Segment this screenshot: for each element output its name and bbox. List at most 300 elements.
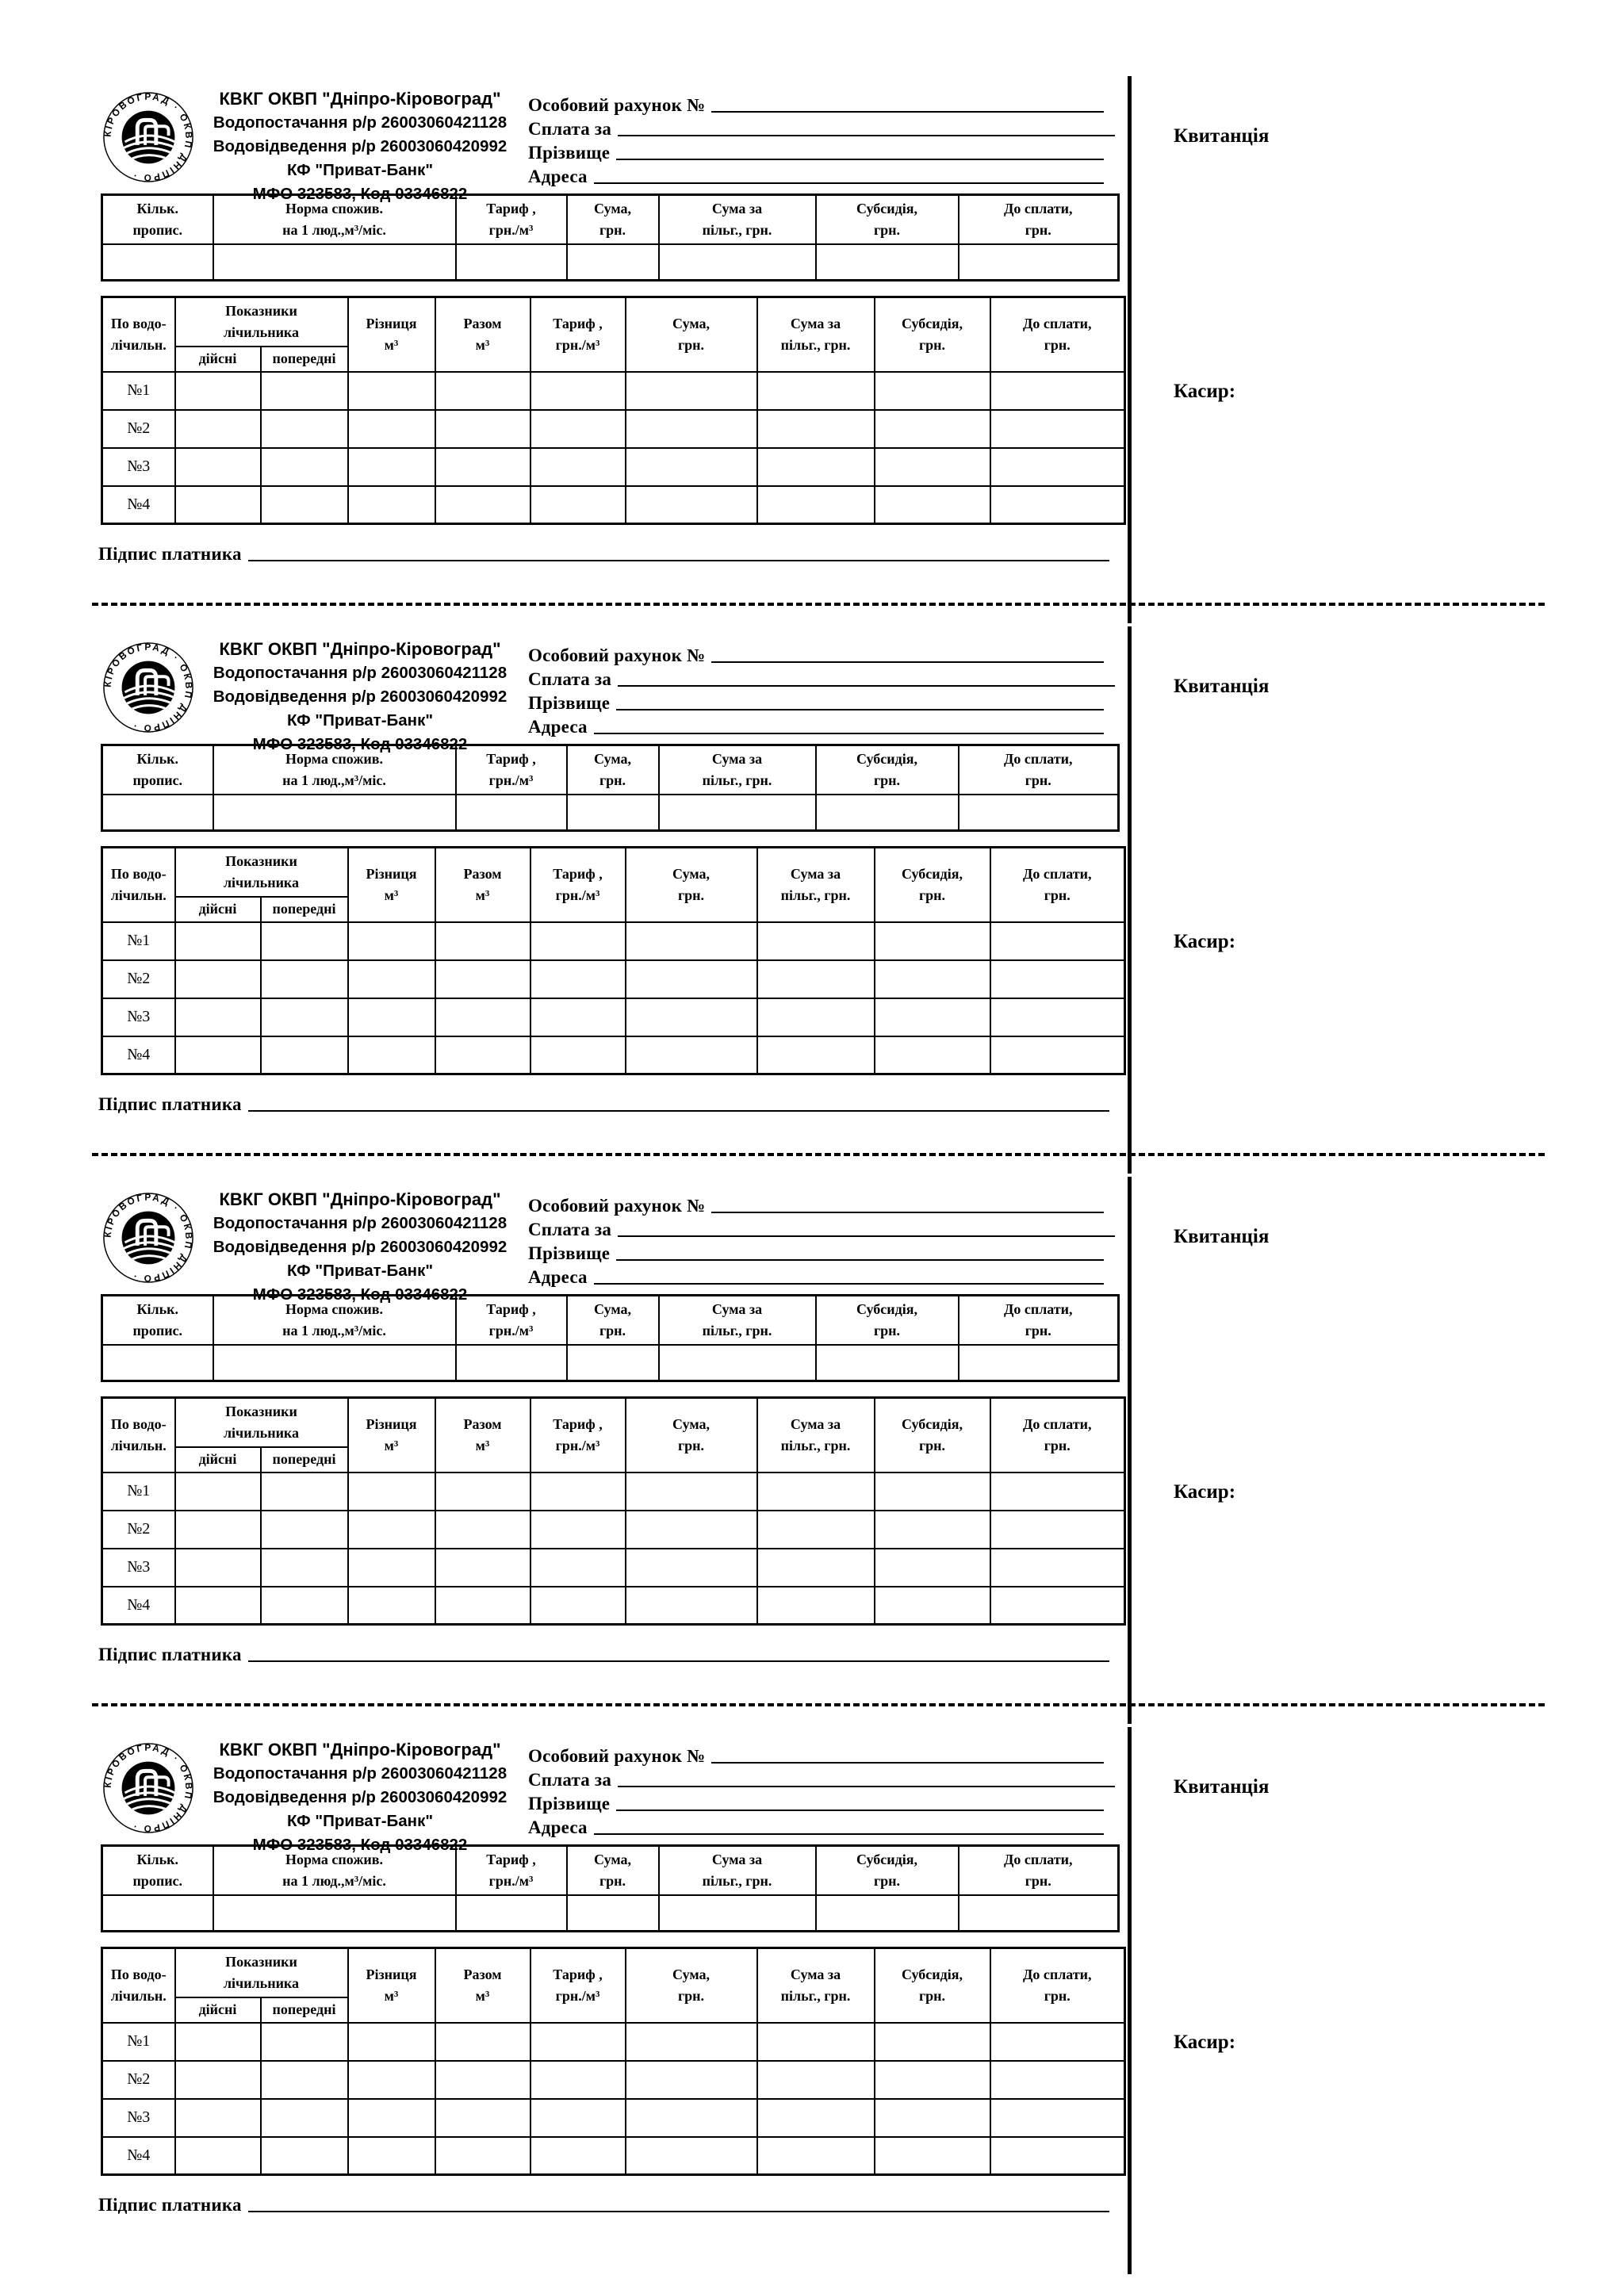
input-cell[interactable] xyxy=(348,998,435,1036)
input-cell[interactable] xyxy=(348,922,435,960)
meter-number: №3 xyxy=(102,998,175,1036)
input-cell[interactable] xyxy=(875,1036,990,1074)
input-cell[interactable] xyxy=(102,1895,213,1932)
header-cell xyxy=(816,745,959,795)
header-cell-previous: попередні xyxy=(261,347,348,372)
input-cell[interactable] xyxy=(213,1345,456,1381)
input-cell[interactable] xyxy=(990,2099,1125,2137)
input-cell[interactable] xyxy=(175,922,261,960)
input-cell[interactable] xyxy=(990,1473,1125,1511)
header-line-2: м³ xyxy=(384,1987,399,2004)
account-field[interactable] xyxy=(528,642,1104,666)
input-cell[interactable] xyxy=(875,2099,990,2137)
address-line[interactable] xyxy=(594,1833,1104,1835)
header-line-2: пільг., грн. xyxy=(780,887,851,903)
address-line[interactable] xyxy=(594,1283,1104,1285)
table-header-row xyxy=(102,1948,1125,1997)
input-cell[interactable] xyxy=(435,2099,530,2137)
account-line[interactable] xyxy=(711,1212,1104,1213)
input-cell[interactable] xyxy=(456,795,567,831)
input-cell[interactable] xyxy=(530,372,626,410)
input-cell[interactable] xyxy=(348,2061,435,2099)
input-cell[interactable] xyxy=(261,448,348,486)
input-cell[interactable] xyxy=(261,486,348,524)
payment-line[interactable] xyxy=(618,135,1115,136)
header-line-1: Сума, xyxy=(594,1300,631,1317)
input-cell[interactable] xyxy=(530,2099,626,2137)
input-cell[interactable] xyxy=(261,2061,348,2099)
table-row xyxy=(102,998,1125,1036)
header-line-2: грн. xyxy=(1025,1322,1051,1338)
header-cell xyxy=(990,848,1125,922)
header-line-1: Сума за xyxy=(711,200,763,216)
header-line-1: Тариф , xyxy=(553,1966,603,1982)
input-cell[interactable] xyxy=(213,1895,456,1932)
input-cell[interactable] xyxy=(757,372,875,410)
signature-line[interactable] xyxy=(248,1110,1109,1112)
input-cell[interactable] xyxy=(175,486,261,524)
input-cell[interactable] xyxy=(348,1473,435,1511)
account-line[interactable] xyxy=(711,661,1104,663)
input-cell[interactable] xyxy=(875,1511,990,1549)
payment-line[interactable] xyxy=(618,685,1115,687)
header-line-2: грн./м³ xyxy=(488,221,534,238)
input-cell[interactable] xyxy=(757,1587,875,1625)
table-row xyxy=(102,244,1119,281)
header-line-2: грн. xyxy=(918,336,946,353)
input-cell[interactable] xyxy=(435,1549,530,1587)
input-cell[interactable] xyxy=(626,1549,757,1587)
input-cell[interactable] xyxy=(990,922,1125,960)
input-cell[interactable] xyxy=(875,410,990,448)
payer-signature-field[interactable] xyxy=(98,1638,1109,1665)
account-field[interactable] xyxy=(528,1193,1104,1216)
input-cell[interactable] xyxy=(626,410,757,448)
company-details xyxy=(197,1188,523,1307)
header-cell xyxy=(757,848,875,922)
meter-readings-table xyxy=(101,1396,1126,1626)
input-cell[interactable] xyxy=(567,1345,659,1381)
header-line-1: Кільк. xyxy=(136,750,179,767)
meter-number: №1 xyxy=(102,372,175,410)
surname-line[interactable] xyxy=(616,709,1104,710)
input-cell[interactable] xyxy=(659,1345,816,1381)
input-cell[interactable] xyxy=(757,1511,875,1549)
input-cell[interactable] xyxy=(530,410,626,448)
input-cell[interactable] xyxy=(348,372,435,410)
input-cell[interactable] xyxy=(959,244,1119,281)
input-cell[interactable] xyxy=(530,998,626,1036)
input-cell[interactable] xyxy=(530,1473,626,1511)
payment-field[interactable] xyxy=(528,116,1115,140)
vertical-divider xyxy=(1128,1727,1132,2274)
surname-label: Прізвище xyxy=(528,1243,611,1263)
header-cell-actual: дійсні xyxy=(175,897,261,922)
input-cell[interactable] xyxy=(175,998,261,1036)
input-cell[interactable] xyxy=(213,244,456,281)
input-cell[interactable] xyxy=(175,1549,261,1587)
input-cell[interactable] xyxy=(175,2137,261,2175)
input-cell[interactable] xyxy=(435,372,530,410)
header-line-1: Різниця xyxy=(366,1415,417,1432)
header-line-1: Тариф , xyxy=(486,1300,536,1317)
payment-label: Сплата за xyxy=(528,119,612,139)
cashier-label: Касир: xyxy=(1174,381,1236,402)
header-cell xyxy=(348,848,435,922)
input-cell[interactable] xyxy=(757,2061,875,2099)
input-cell[interactable] xyxy=(348,960,435,998)
surname-field[interactable] xyxy=(528,1240,1104,1264)
input-cell[interactable] xyxy=(626,922,757,960)
cashier-label: Касир: xyxy=(1174,931,1236,952)
payer-signature-field[interactable] xyxy=(98,538,1109,565)
header-line-1: Різниця xyxy=(366,315,417,331)
input-cell[interactable] xyxy=(875,960,990,998)
header-cell xyxy=(175,848,348,897)
input-cell[interactable] xyxy=(530,1036,626,1074)
input-cell[interactable] xyxy=(990,2061,1125,2099)
input-cell[interactable] xyxy=(990,1587,1125,1625)
payment-line[interactable] xyxy=(618,1786,1115,1787)
input-cell[interactable] xyxy=(816,1345,959,1381)
input-cell[interactable] xyxy=(875,372,990,410)
input-cell[interactable] xyxy=(816,795,959,831)
input-cell[interactable] xyxy=(990,1549,1125,1587)
header-line-2: грн. xyxy=(873,221,901,238)
input-cell[interactable] xyxy=(456,244,567,281)
address-label: Адреса xyxy=(528,1267,588,1287)
input-cell[interactable] xyxy=(261,2023,348,2061)
input-cell[interactable] xyxy=(875,2137,990,2175)
payment-field[interactable] xyxy=(528,666,1115,690)
input-cell[interactable] xyxy=(959,1345,1119,1381)
header-line-1: Кільк. xyxy=(136,1300,179,1317)
vertical-divider xyxy=(1128,626,1132,1174)
input-cell[interactable] xyxy=(175,372,261,410)
input-cell[interactable] xyxy=(990,486,1125,524)
input-cell[interactable] xyxy=(175,1036,261,1074)
receipt-label: Квитанція xyxy=(1174,1776,1270,1798)
input-cell[interactable] xyxy=(626,2137,757,2175)
table-row xyxy=(102,1473,1125,1511)
surname-field[interactable] xyxy=(528,140,1104,163)
input-cell[interactable] xyxy=(348,486,435,524)
account-label: Особовий рахунок № xyxy=(528,1196,706,1216)
header-line-1: Сума, xyxy=(672,315,710,331)
input-cell[interactable] xyxy=(435,1473,530,1511)
input-cell[interactable] xyxy=(626,960,757,998)
account-field[interactable] xyxy=(528,1743,1104,1767)
header-line-1: Норма спожив. xyxy=(285,1300,383,1317)
header-line-2: грн./м³ xyxy=(488,772,534,788)
input-cell[interactable] xyxy=(875,486,990,524)
account-line[interactable] xyxy=(711,1762,1104,1764)
table-header-row xyxy=(102,1296,1119,1345)
input-cell[interactable] xyxy=(530,1511,626,1549)
header-cell xyxy=(102,1948,175,2023)
input-cell[interactable] xyxy=(530,960,626,998)
drainage-account: Водовідведення р/р 26003060420992 xyxy=(213,1238,508,1256)
input-cell[interactable] xyxy=(816,1895,959,1932)
input-cell[interactable] xyxy=(626,2023,757,2061)
address-label: Адреса xyxy=(528,717,588,737)
input-cell[interactable] xyxy=(348,1587,435,1625)
input-cell[interactable] xyxy=(348,2137,435,2175)
input-cell[interactable] xyxy=(435,448,530,486)
surname-line[interactable] xyxy=(616,1259,1104,1261)
input-cell[interactable] xyxy=(261,998,348,1036)
input-cell[interactable] xyxy=(261,2099,348,2137)
input-cell[interactable] xyxy=(757,998,875,1036)
header-line-1: Кільк. xyxy=(136,200,179,216)
input-cell[interactable] xyxy=(626,1587,757,1625)
payment-line[interactable] xyxy=(618,1235,1115,1237)
input-cell[interactable] xyxy=(261,1511,348,1549)
input-cell[interactable] xyxy=(175,960,261,998)
signature-line[interactable] xyxy=(248,1660,1109,1662)
input-cell[interactable] xyxy=(959,795,1119,831)
input-cell[interactable] xyxy=(435,2137,530,2175)
input-cell[interactable] xyxy=(757,448,875,486)
address-line[interactable] xyxy=(594,182,1104,184)
input-cell[interactable] xyxy=(990,448,1125,486)
address-field[interactable] xyxy=(528,714,1104,737)
input-cell[interactable] xyxy=(175,410,261,448)
header-cell xyxy=(213,195,456,244)
meter-number: №3 xyxy=(102,2099,175,2137)
input-cell[interactable] xyxy=(757,922,875,960)
input-cell[interactable] xyxy=(757,2023,875,2061)
input-cell[interactable] xyxy=(261,1549,348,1587)
input-cell[interactable] xyxy=(959,1895,1119,1932)
input-cell[interactable] xyxy=(348,1511,435,1549)
input-cell[interactable] xyxy=(757,2137,875,2175)
input-cell[interactable] xyxy=(530,2061,626,2099)
input-cell[interactable] xyxy=(530,2137,626,2175)
input-cell[interactable] xyxy=(990,2023,1125,2061)
input-cell[interactable] xyxy=(626,1511,757,1549)
account-field[interactable] xyxy=(528,92,1104,116)
water-supply-account: Водопостачання р/р 26003060421128 xyxy=(213,1214,508,1232)
header-cell xyxy=(959,1296,1119,1345)
input-cell[interactable] xyxy=(875,1587,990,1625)
receipt-label: Квитанція xyxy=(1174,125,1270,147)
input-cell[interactable] xyxy=(175,1473,261,1511)
address-line[interactable] xyxy=(594,733,1104,734)
input-cell[interactable] xyxy=(530,448,626,486)
input-cell[interactable] xyxy=(435,486,530,524)
input-cell[interactable] xyxy=(757,1473,875,1511)
vertical-divider xyxy=(1128,76,1132,623)
meter-number: №2 xyxy=(102,410,175,448)
header-line-1: Субсидія, xyxy=(901,1415,963,1432)
input-cell[interactable] xyxy=(175,2061,261,2099)
header-line-1: До сплати, xyxy=(1022,865,1092,882)
input-cell[interactable] xyxy=(348,2023,435,2061)
header-line-1: По водо- xyxy=(110,315,167,331)
header-cell xyxy=(659,745,816,795)
input-cell[interactable] xyxy=(213,795,456,831)
input-cell[interactable] xyxy=(348,2099,435,2137)
header-cell xyxy=(567,195,659,244)
input-cell[interactable] xyxy=(875,922,990,960)
input-cell[interactable] xyxy=(530,2023,626,2061)
input-cell[interactable] xyxy=(435,1511,530,1549)
header-line-2: пропис. xyxy=(132,1872,183,1889)
account-label: Особовий рахунок № xyxy=(528,1746,706,1766)
header-cell xyxy=(757,1948,875,2023)
input-cell[interactable] xyxy=(456,1345,567,1381)
input-cell[interactable] xyxy=(626,486,757,524)
input-cell[interactable] xyxy=(567,1895,659,1932)
input-cell[interactable] xyxy=(175,1511,261,1549)
input-cell[interactable] xyxy=(261,1036,348,1074)
table-row xyxy=(102,2023,1125,2061)
input-cell[interactable] xyxy=(348,448,435,486)
input-cell[interactable] xyxy=(435,922,530,960)
input-cell[interactable] xyxy=(990,372,1125,410)
input-cell[interactable] xyxy=(261,922,348,960)
header-line-2: грн. xyxy=(599,772,626,788)
input-cell[interactable] xyxy=(261,372,348,410)
input-cell[interactable] xyxy=(626,1036,757,1074)
account-line[interactable] xyxy=(711,111,1104,113)
payment-label: Сплата за xyxy=(528,1770,612,1790)
input-cell[interactable] xyxy=(261,960,348,998)
input-cell[interactable] xyxy=(175,2099,261,2137)
input-cell[interactable] xyxy=(530,1549,626,1587)
surname-field[interactable] xyxy=(528,690,1104,714)
input-cell[interactable] xyxy=(435,2061,530,2099)
header-cell-actual: дійсні xyxy=(175,347,261,372)
header-cell xyxy=(175,1398,348,1447)
input-cell[interactable] xyxy=(990,998,1125,1036)
input-cell[interactable] xyxy=(659,244,816,281)
input-cell[interactable] xyxy=(435,2023,530,2061)
input-cell[interactable] xyxy=(875,2061,990,2099)
input-cell[interactable] xyxy=(626,448,757,486)
input-cell[interactable] xyxy=(435,998,530,1036)
input-cell[interactable] xyxy=(435,1587,530,1625)
header-cell xyxy=(435,848,530,922)
input-cell[interactable] xyxy=(530,486,626,524)
input-cell[interactable] xyxy=(567,244,659,281)
input-cell[interactable] xyxy=(175,2023,261,2061)
company-title: КВКГ ОКВП "Дніпро-Кіровоград" xyxy=(219,1740,501,1760)
input-cell[interactable] xyxy=(875,1473,990,1511)
input-cell[interactable] xyxy=(757,2099,875,2137)
input-cell[interactable] xyxy=(435,1036,530,1074)
input-cell[interactable] xyxy=(990,1036,1125,1074)
surname-line[interactable] xyxy=(616,1810,1104,1811)
header-cell xyxy=(456,195,567,244)
input-cell[interactable] xyxy=(990,410,1125,448)
input-cell[interactable] xyxy=(626,2061,757,2099)
input-cell[interactable] xyxy=(659,1895,816,1932)
input-cell[interactable] xyxy=(875,2023,990,2061)
payment-field[interactable] xyxy=(528,1216,1115,1240)
input-cell[interactable] xyxy=(990,2137,1125,2175)
input-cell[interactable] xyxy=(102,244,213,281)
input-cell[interactable] xyxy=(435,410,530,448)
input-cell[interactable] xyxy=(102,1345,213,1381)
payer-signature-field[interactable] xyxy=(98,1088,1109,1115)
meter-number: №2 xyxy=(102,960,175,998)
input-cell[interactable] xyxy=(816,244,959,281)
input-cell[interactable] xyxy=(626,998,757,1036)
header-cell xyxy=(456,1296,567,1345)
input-cell[interactable] xyxy=(348,1036,435,1074)
input-cell[interactable] xyxy=(261,1473,348,1511)
address-field[interactable] xyxy=(528,163,1104,187)
input-cell[interactable] xyxy=(626,2099,757,2137)
input-cell[interactable] xyxy=(990,1511,1125,1549)
input-cell[interactable] xyxy=(530,1587,626,1625)
input-cell[interactable] xyxy=(261,2137,348,2175)
header-line-2: лічильника xyxy=(223,1424,300,1441)
input-cell[interactable] xyxy=(456,1895,567,1932)
input-cell[interactable] xyxy=(757,1036,875,1074)
input-cell[interactable] xyxy=(348,410,435,448)
input-cell[interactable] xyxy=(261,1587,348,1625)
input-cell[interactable] xyxy=(659,795,816,831)
header-line-2: грн./м³ xyxy=(555,1987,600,2004)
input-cell[interactable] xyxy=(261,410,348,448)
header-line-2: пільг., грн. xyxy=(780,336,851,353)
input-cell[interactable] xyxy=(530,922,626,960)
input-cell[interactable] xyxy=(435,960,530,998)
input-cell[interactable] xyxy=(102,795,213,831)
input-cell[interactable] xyxy=(875,1549,990,1587)
input-cell[interactable] xyxy=(757,486,875,524)
input-cell[interactable] xyxy=(567,795,659,831)
header-line-1: Субсидія, xyxy=(856,1851,918,1867)
surname-field[interactable] xyxy=(528,1790,1104,1814)
header-cell xyxy=(102,745,213,795)
input-cell[interactable] xyxy=(757,960,875,998)
payer-signature-field[interactable] xyxy=(98,2189,1109,2215)
input-cell[interactable] xyxy=(175,448,261,486)
signature-line[interactable] xyxy=(248,2211,1109,2212)
header-line-1: По водо- xyxy=(110,865,167,882)
surname-line[interactable] xyxy=(616,159,1104,160)
header-cell xyxy=(990,297,1125,372)
input-cell[interactable] xyxy=(875,998,990,1036)
meter-number: №4 xyxy=(102,1587,175,1625)
payment-field[interactable] xyxy=(528,1767,1115,1790)
input-cell[interactable] xyxy=(757,1549,875,1587)
consumption-norm-table xyxy=(101,744,1120,832)
header-line-1: Норма спожив. xyxy=(285,750,383,767)
input-cell[interactable] xyxy=(875,448,990,486)
signature-line[interactable] xyxy=(248,560,1109,561)
input-cell[interactable] xyxy=(626,1473,757,1511)
input-cell[interactable] xyxy=(626,372,757,410)
header-cell xyxy=(959,1846,1119,1895)
header-line-1: Показники xyxy=(225,1953,297,1970)
address-field[interactable] xyxy=(528,1264,1104,1288)
input-cell[interactable] xyxy=(348,1549,435,1587)
address-field[interactable] xyxy=(528,1814,1104,1838)
header-line-1: До сплати, xyxy=(1022,1415,1092,1432)
table-row xyxy=(102,960,1125,998)
header-line-1: Сума за xyxy=(790,865,841,882)
meter-number: №2 xyxy=(102,2061,175,2099)
header-line-1: Сума за xyxy=(790,1415,841,1432)
input-cell[interactable] xyxy=(990,960,1125,998)
input-cell[interactable] xyxy=(757,410,875,448)
input-cell[interactable] xyxy=(175,1587,261,1625)
